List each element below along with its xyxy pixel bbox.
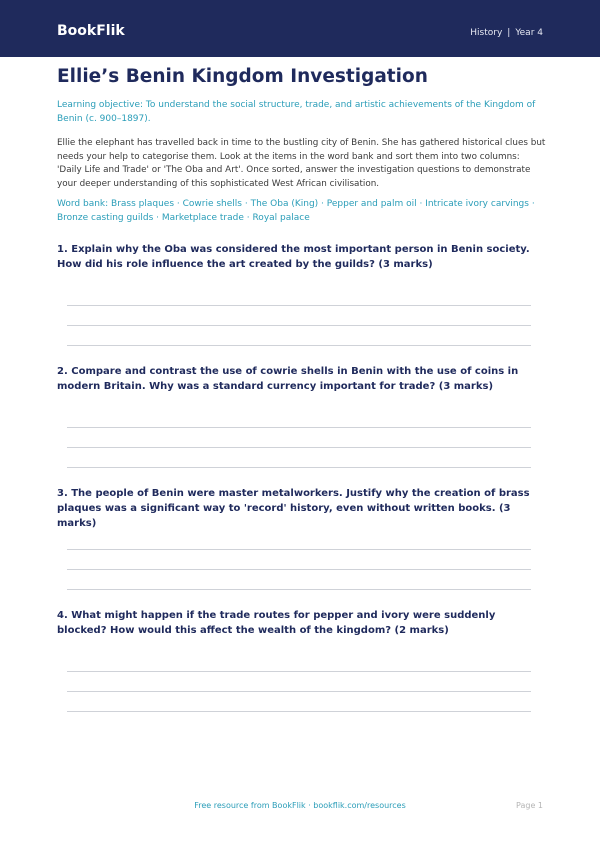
answer-line[interactable] [67,569,531,570]
intro-paragraph: Ellie the elephant has travelled back in time to the bustling city of Benin. She has gathered historical clues but needs your help to categorise them. Look at the items in the word bank and sort them into two columns: 'Daily Life and Trade' or 'The Oba and Art'. Once sorted, answer the investigation questions to demonstrate your deeper understanding of this sophisticated West African civilisation. [57,138,546,189]
answer-line[interactable] [67,325,531,326]
question-1: 1. Explain why the Oba was considered the most important person in Benin society. How did his role influence the art created by the guilds? (3 marks) [57,244,530,270]
answer-line[interactable] [67,467,531,468]
subject-label: History [470,28,503,38]
header-meta [470,27,543,39]
question-4: 4. What might happen if the trade routes for pepper and ivory were suddenly blocked? How would this affect the wealth of the kingdom? (2 marks) [57,610,496,636]
answer-line[interactable] [67,447,531,448]
year-label: Year 4 [515,28,543,38]
answer-line[interactable] [67,589,531,590]
answer-line[interactable] [67,711,531,712]
learning-objective: Learning objective: To understand the social structure, trade, and artistic achievements of the Kingdom of Benin (c. 900–1897). [57,100,536,124]
question-2: 2. Compare and contrast the use of cowrie shells in Benin with the use of coins in modern Britain. Why was a standard currency important for trade? (3 marks) [57,366,519,392]
header-separator: | [507,28,511,38]
header-bar [0,0,600,57]
answer-line[interactable] [67,427,531,428]
page-number: Page 1 [516,801,543,810]
footer-source-link[interactable]: Free resource from BookFlik · bookflik.com/resources [194,801,406,810]
answer-line[interactable] [67,305,531,306]
question-3: 3. The people of Benin were master metalworkers. Justify why the creation of brass plaques was a significant way to 'record' history, even without written books. (3 marks) [57,488,530,529]
word-bank: Word bank: Brass plaques · Cowrie shells · The Oba (King) · Pepper and palm oil · Intricate ivory carvings · Bronze casting guilds · Marketplace trade · Royal palace [57,199,535,223]
brand-logo[interactable]: BookFlik [57,23,125,39]
answer-line[interactable] [67,671,531,672]
answer-line[interactable] [67,691,531,692]
page-title: Ellie’s Benin Kingdom Investigation [57,66,428,87]
answer-line[interactable] [67,549,531,550]
answer-line[interactable] [67,345,531,346]
